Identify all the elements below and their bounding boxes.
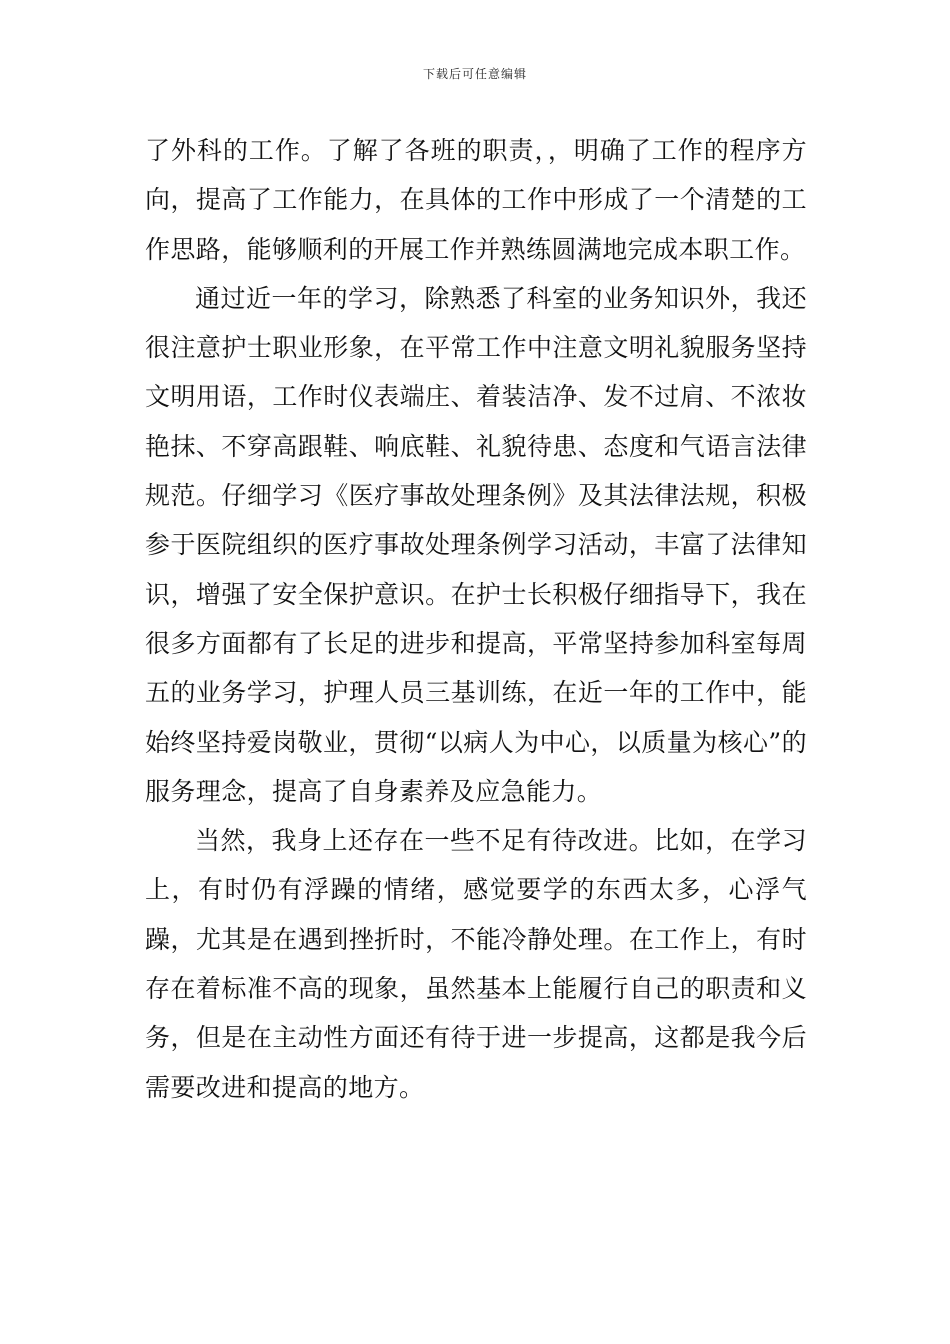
paragraph-3: 当然，我身上还存在一些不足有待改进。比如，在学习上，有时仍有浮躁的情绪，感觉要学的东西太多，心浮气躁，尤其是在遇到挫折时，不能冷静处理。在工作上，有时存在着标准不高的现象，虽然基本上能履行自己的职责和义务，但是在主动性方面还有待于进一步提高，这都是我今后需要改进和提高的地方。 [145,826,807,1102]
paragraph-2: 通过近一年的学习，除熟悉了科室的业务知识外，我还很注意护士职业形象，在平常工作中注意文明礼貌服务坚持文明用语，工作时仪表端庄、着装洁净、发不过肩、不浓妆艳抹、不穿高跟鞋、响底鞋、礼貌待患、态度和气语言法律规范。仔细学习《医疗事故处理条例》及其法律法规，积极参于医院组织的医疗事故处理条例学习活动，丰富了法律知识，增强了安全保护意识。在护士长积极仔细指导下，我在很多方面都有了长足的进步和提高，平常坚持参加科室每周五的业务学习，护理人员三基训练，在近一年的工作中，能始终坚持爱岗敬业，贯彻“以病人为中心，以质量为核心”的服务理念，提高了自身素养及应急能力。 [145,283,807,806]
paragraph-1: 了外科的工作。了解了各班的职责，，明确了工作的程序方向，提高了工作能力，在具体的工作中形成了一个清楚的工作思路，能够顺利的开展工作并熟练圆满地完成本职工作。 [145,136,807,264]
page-header: 下载后可任意编辑 [422,67,527,81]
document-body [145,126,807,1112]
